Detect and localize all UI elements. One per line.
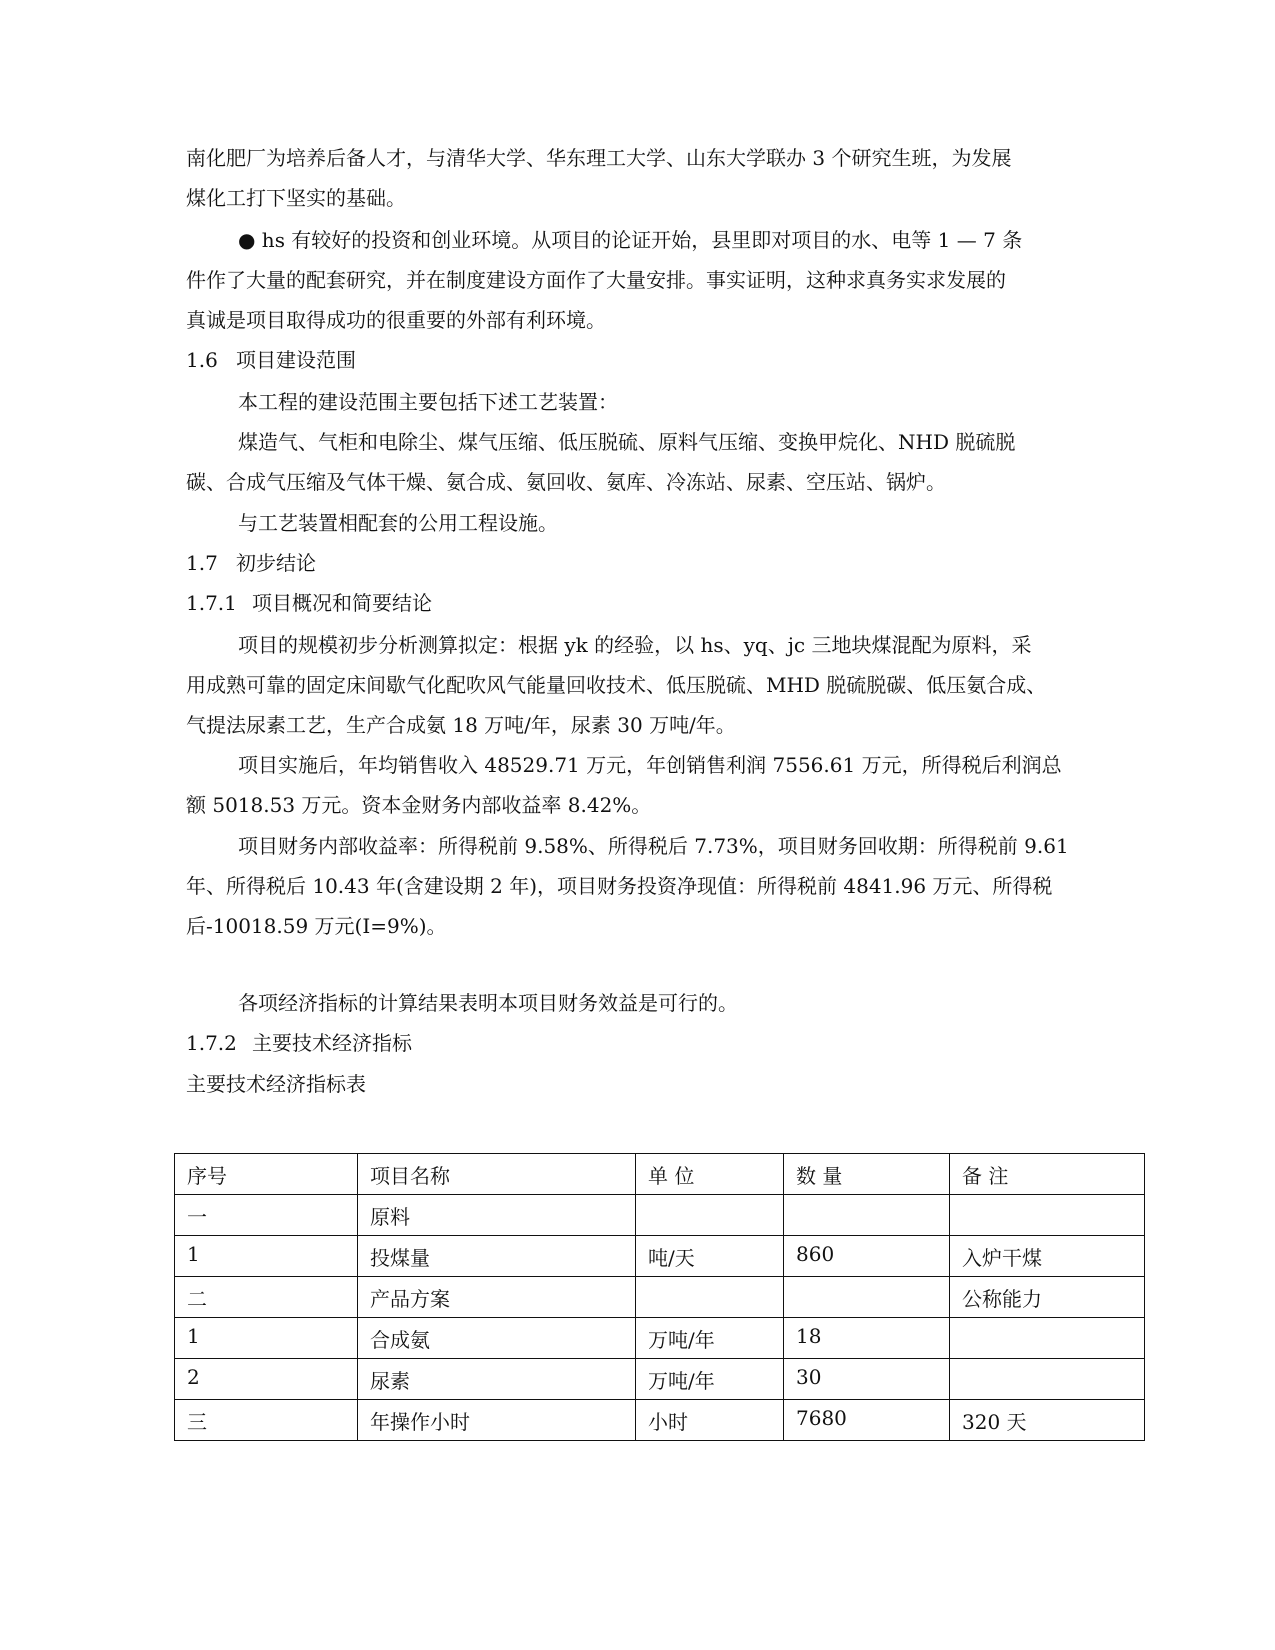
table-cell: 合成氨 xyxy=(358,1318,636,1359)
table-cell: 1 xyxy=(175,1318,358,1359)
table-cell xyxy=(950,1359,1145,1400)
section-number: 1.7 xyxy=(186,551,218,575)
table-cell xyxy=(784,1277,950,1318)
section-number: 1.6 xyxy=(186,348,218,372)
table-cell: 2 xyxy=(175,1359,358,1400)
table-cell: 二 xyxy=(175,1277,358,1318)
table-cell: 30 xyxy=(784,1359,950,1400)
table-header-cell: 备 注 xyxy=(950,1154,1145,1195)
paragraph-line: 本工程的建设范围主要包括下述工艺装置： xyxy=(238,390,618,414)
table-cell xyxy=(636,1195,784,1236)
section-title: 项目建设范围 xyxy=(236,348,356,372)
table-cell: 原料 xyxy=(358,1195,636,1236)
paragraph-line: 煤造气、气柜和电除尘、煤气压缩、低压脱硫、原料气压缩、变换甲烷化、NHD 脱硫脱 xyxy=(238,430,1016,454)
table-row xyxy=(175,1195,1145,1236)
paragraph-line: 件作了大量的配套研究，并在制度建设方面作了大量安排。事实证明，这种求真务实求发展的 xyxy=(186,268,1006,292)
table-row xyxy=(175,1236,1145,1277)
table-row xyxy=(175,1318,1145,1359)
paragraph-line: 各项经济指标的计算结果表明本项目财务效益是可行的。 xyxy=(238,991,738,1015)
section-number: 1.7.1 xyxy=(186,591,237,615)
table-cell xyxy=(950,1195,1145,1236)
table-cell: 投煤量 xyxy=(358,1236,636,1277)
table-row xyxy=(175,1400,1145,1441)
table-cell: 产品方案 xyxy=(358,1277,636,1318)
section-title: 项目概况和简要结论 xyxy=(252,591,432,615)
table-header-row xyxy=(175,1154,1145,1195)
table-row xyxy=(175,1359,1145,1400)
table-header-cell: 单 位 xyxy=(636,1154,784,1195)
table-cell: 万吨/年 xyxy=(636,1359,784,1400)
section-heading-1-6 xyxy=(186,350,356,370)
paragraph-line: 额 5018.53 万元。资本金财务内部收益率 8.42%。 xyxy=(186,793,652,817)
table-cell: 三 xyxy=(175,1400,358,1441)
bullet-paragraph-line: ● hs 有较好的投资和创业环境。从项目的论证开始，县里即对项目的水、电等 1 — 7 条 xyxy=(238,228,1023,252)
table-cell: 7680 xyxy=(784,1400,950,1441)
paragraph-line: 项目的规模初步分析测算拟定：根据 yk 的经验，以 hs、yq、jc 三地块煤混配为原料，采 xyxy=(238,633,1032,657)
paragraph-line: 与工艺装置相配套的公用工程设施。 xyxy=(238,511,558,535)
table-cell: 吨/天 xyxy=(636,1236,784,1277)
section-heading-1-7-1 xyxy=(186,593,432,613)
paragraph-line: 气提法尿素工艺，生产合成氨 18 万吨/年，尿素 30 万吨/年。 xyxy=(186,713,736,737)
paragraph-line: 煤化工打下坚实的基础。 xyxy=(186,186,406,210)
table-cell: 公称能力 xyxy=(950,1277,1145,1318)
table-cell: 入炉干煤 xyxy=(950,1236,1145,1277)
table-header-cell: 数 量 xyxy=(784,1154,950,1195)
table-cell: 一 xyxy=(175,1195,358,1236)
table-cell xyxy=(636,1277,784,1318)
table-cell xyxy=(950,1318,1145,1359)
section-number: 1.7.2 xyxy=(186,1031,237,1055)
table-cell: 尿素 xyxy=(358,1359,636,1400)
indicators-table xyxy=(174,1153,1145,1441)
section-heading-1-7-2 xyxy=(186,1033,412,1053)
table-cell xyxy=(784,1195,950,1236)
paragraph-line: 真诚是项目取得成功的很重要的外部有利环境。 xyxy=(186,308,606,332)
paragraph-line: 年、所得税后 10.43 年(含建设期 2 年)，项目财务投资净现值：所得税前 4841.96 万元、所得税 xyxy=(186,874,1053,898)
table-cell: 万吨/年 xyxy=(636,1318,784,1359)
table-caption: 主要技术经济指标表 xyxy=(186,1072,366,1096)
table-cell: 1 xyxy=(175,1236,358,1277)
table-row xyxy=(175,1277,1145,1318)
table-cell: 年操作小时 xyxy=(358,1400,636,1441)
table-header-cell: 项目名称 xyxy=(358,1154,636,1195)
table-header-cell: 序号 xyxy=(175,1154,358,1195)
paragraph-line: 用成熟可靠的固定床间歇气化配吹风气能量回收技术、低压脱硫、MHD 脱硫脱碳、低压氨合成、 xyxy=(186,673,1047,697)
paragraph-line: 项目实施后，年均销售收入 48529.71 万元，年创销售利润 7556.61 万元，所得税后利润总 xyxy=(238,753,1062,777)
paragraph-line: 碳、合成气压缩及气体干燥、氨合成、氨回收、氨库、冷冻站、尿素、空压站、锅炉。 xyxy=(186,470,946,494)
section-heading-1-7 xyxy=(186,553,316,573)
section-title: 初步结论 xyxy=(236,551,316,575)
section-title: 主要技术经济指标 xyxy=(252,1031,412,1055)
table-cell: 860 xyxy=(784,1236,950,1277)
table-cell: 18 xyxy=(784,1318,950,1359)
paragraph-line: 后-10018.59 万元(I=9%)。 xyxy=(186,914,447,938)
paragraph-line: 南化肥厂为培养后备人才，与清华大学、华东理工大学、山东大学联办 3 个研究生班，为发展 xyxy=(186,146,1012,170)
paragraph-line: 项目财务内部收益率：所得税前 9.58%、所得税后 7.73%，项目财务回收期：所得税前 9.61 xyxy=(238,834,1069,858)
table-cell: 320 天 xyxy=(950,1400,1145,1441)
table-cell: 小时 xyxy=(636,1400,784,1441)
